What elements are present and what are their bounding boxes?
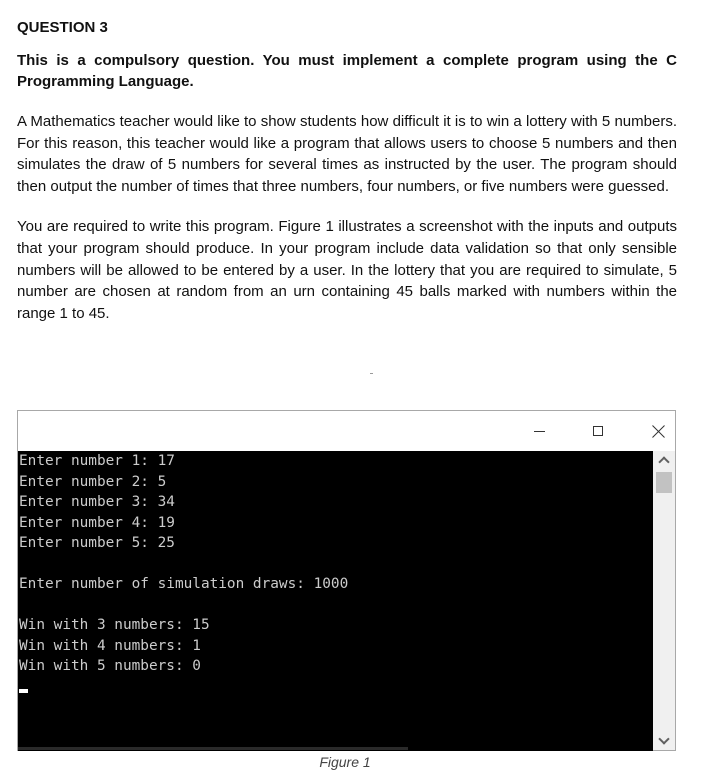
console-line-win-4: Win with 4 numbers: 1 [19, 637, 201, 654]
stray-mark [370, 373, 373, 374]
close-icon [652, 425, 665, 438]
console-bottom-edge [18, 747, 408, 750]
console-scrollbar[interactable] [653, 451, 675, 750]
maximize-icon [593, 426, 603, 436]
console-line-input-5: Enter number 5: 25 [19, 535, 175, 551]
minimize-icon [534, 431, 545, 432]
console-window [17, 410, 676, 751]
chevron-down-icon [658, 733, 669, 744]
console-line-draws: Enter number of simulation draws: 1000 [19, 576, 349, 592]
console-line-input-1: Enter number 1: 17 [19, 453, 175, 469]
requirements-paragraph: You are required to write this program. Figure 1 illustrates a screenshot with the inputs and outputs that your program should produce. In your program include data validation so that only sensible numbers will be allowed to be entered by a user. In the lottery that you are required to simulate, 5 number are chosen at random from an urn containing 45 balls marked with numbers within the range 1 to 45. [17, 218, 677, 322]
problem-description-paragraph: A Mathematics teacher would like to show students how difficult it is to win a lottery with 5 numbers. For this reason, this teacher would like a program that allows users to choose 5 numbers and then simulates the draw of 5 numbers for several times as instructed by the user. The program should then output the number of times that three numbers, four numbers, or five numbers were guessed. [17, 113, 677, 195]
console-line-win-3: Win with 3 numbers: 15 [19, 617, 210, 633]
scroll-down-button[interactable] [653, 732, 675, 750]
console-line-input-3: Enter number 3: 34 [19, 494, 175, 510]
scroll-up-button[interactable] [653, 451, 675, 469]
question-heading: QUESTION 3 [17, 19, 108, 36]
console-output[interactable] [18, 451, 653, 751]
compulsory-instruction: This is a compulsory question. You must implement a complete program using the C Programming Language. [17, 52, 677, 90]
console-titlebar [18, 411, 675, 451]
figure-caption: Figure 1 [319, 754, 371, 770]
console-line-input-2: Enter number 2: 5 [19, 473, 167, 490]
close-button[interactable] [629, 411, 687, 451]
scrollbar-thumb[interactable] [656, 472, 672, 493]
question-document [17, 18, 677, 343]
chevron-up-icon [658, 456, 669, 467]
minimize-button[interactable] [510, 411, 568, 451]
console-line-win-5: Win with 5 numbers: 0 [19, 658, 201, 674]
console-cursor [19, 689, 28, 693]
maximize-button[interactable] [569, 411, 627, 451]
console-line-input-4: Enter number 4: 19 [19, 514, 175, 531]
